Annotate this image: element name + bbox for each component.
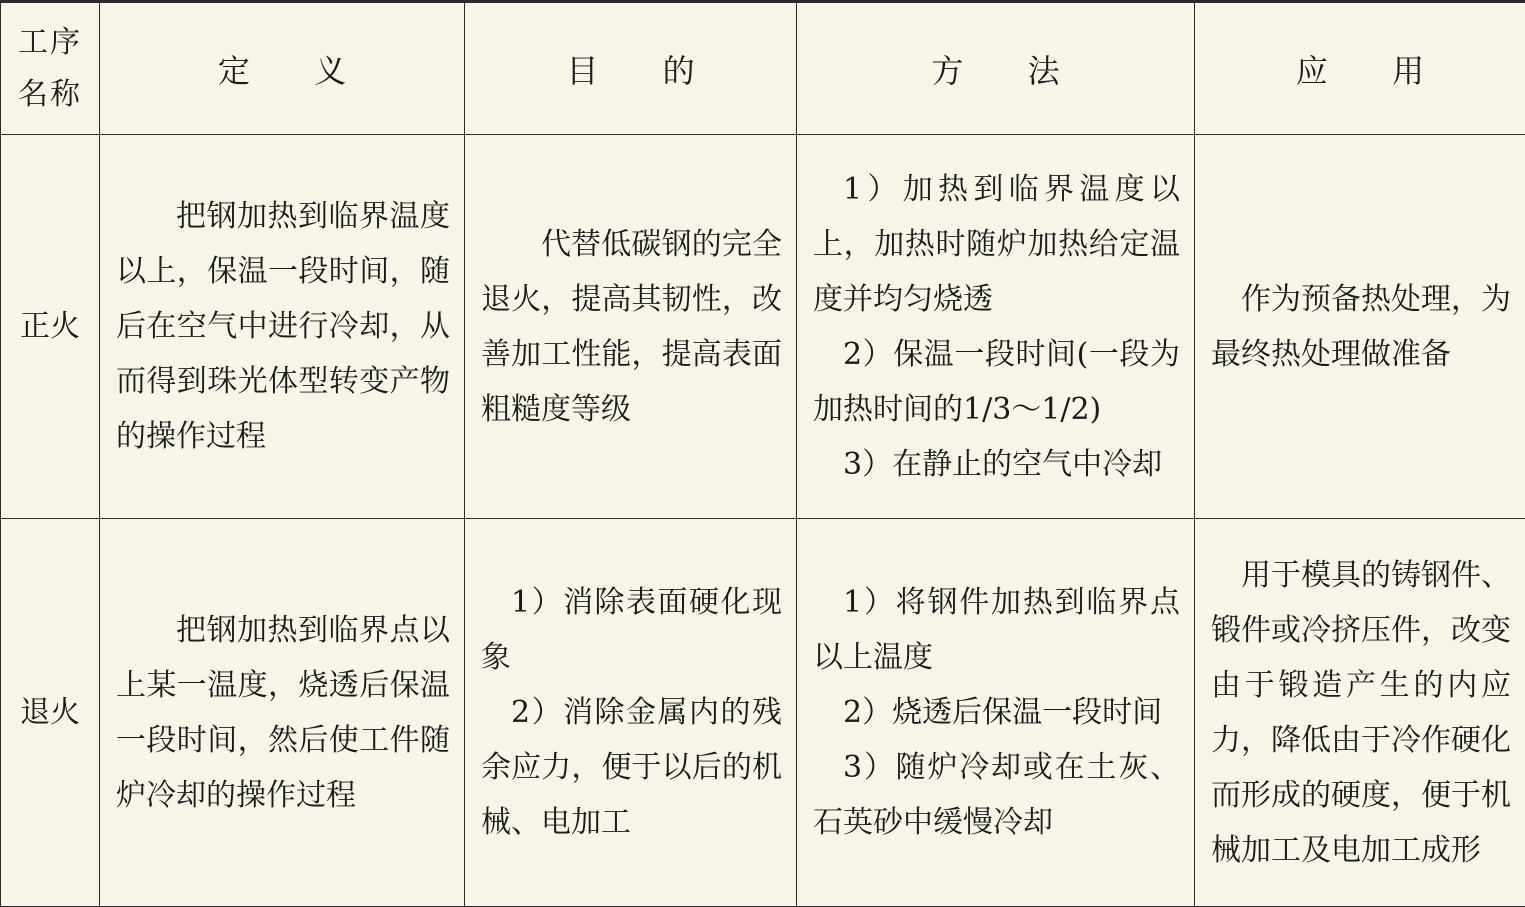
application-text: 作为预备热处理，为最终热处理做准备 bbox=[1211, 281, 1511, 372]
header-definition: 定 义 bbox=[100, 3, 465, 135]
header-process-name-line2: 名称 bbox=[18, 76, 82, 112]
process-name-cell: 正火 bbox=[1, 135, 100, 519]
header-process-name bbox=[1, 3, 100, 135]
header-application: 应 用 bbox=[1195, 3, 1525, 135]
purpose-item: 2）消除金属内的残余应力，便于以后的机械、电加工 bbox=[481, 695, 782, 840]
purpose-text: 代替低碳钢的完全退火，提高其韧性，改善加工性能，提高表面粗糙度等级 bbox=[481, 226, 782, 427]
definition-cell bbox=[100, 135, 465, 519]
definition-cell bbox=[100, 519, 465, 907]
method-step: 1）加热到临界温度以上，加热时随炉加热给定温度并均匀烧透 bbox=[813, 171, 1180, 317]
purpose-cell bbox=[465, 135, 797, 519]
table-header-row bbox=[1, 3, 1525, 135]
header-method: 方 法 bbox=[797, 3, 1195, 135]
definition-text: 把钢加热到临界点以上某一温度，烧透后保温一段时间，然后使工件随炉冷却的操作过程 bbox=[116, 612, 450, 813]
header-process-name-line1: 工序 bbox=[18, 24, 82, 60]
heat-treatment-table bbox=[0, 2, 1525, 907]
application-text: 用于模具的铸钢件、锻件或冷挤压件，改变由于锻造产生的内应力，降低由于冷作硬化而形成的硬度，便于机械加工及电加工成形 bbox=[1211, 557, 1511, 868]
purpose-cell bbox=[465, 519, 797, 907]
method-cell bbox=[797, 519, 1195, 907]
application-cell bbox=[1195, 519, 1525, 907]
method-step: 2）保温一段时间(一段为加热时间的1/3～1/2) bbox=[813, 336, 1180, 427]
method-step: 3）随炉冷却或在土灰、石英砂中缓慢冷却 bbox=[813, 750, 1180, 840]
definition-text: 把钢加热到临界温度以上，保温一段时间，随后在空气中进行冷却，从而得到珠光体型转变产物的操作过程 bbox=[116, 199, 450, 454]
header-purpose: 目 的 bbox=[465, 3, 797, 135]
table-row bbox=[1, 135, 1525, 519]
table-row bbox=[1, 519, 1525, 907]
method-cell bbox=[797, 135, 1195, 519]
method-step: 2）烧透后保温一段时间 bbox=[843, 695, 1163, 730]
process-name-cell: 退火 bbox=[1, 519, 100, 907]
application-cell bbox=[1195, 135, 1525, 519]
method-step: 1）将钢件加热到临界点以上温度 bbox=[813, 585, 1180, 675]
purpose-item: 1）消除表面硬化现象 bbox=[481, 585, 782, 675]
method-step: 3）在静止的空气中冷却 bbox=[843, 446, 1163, 482]
